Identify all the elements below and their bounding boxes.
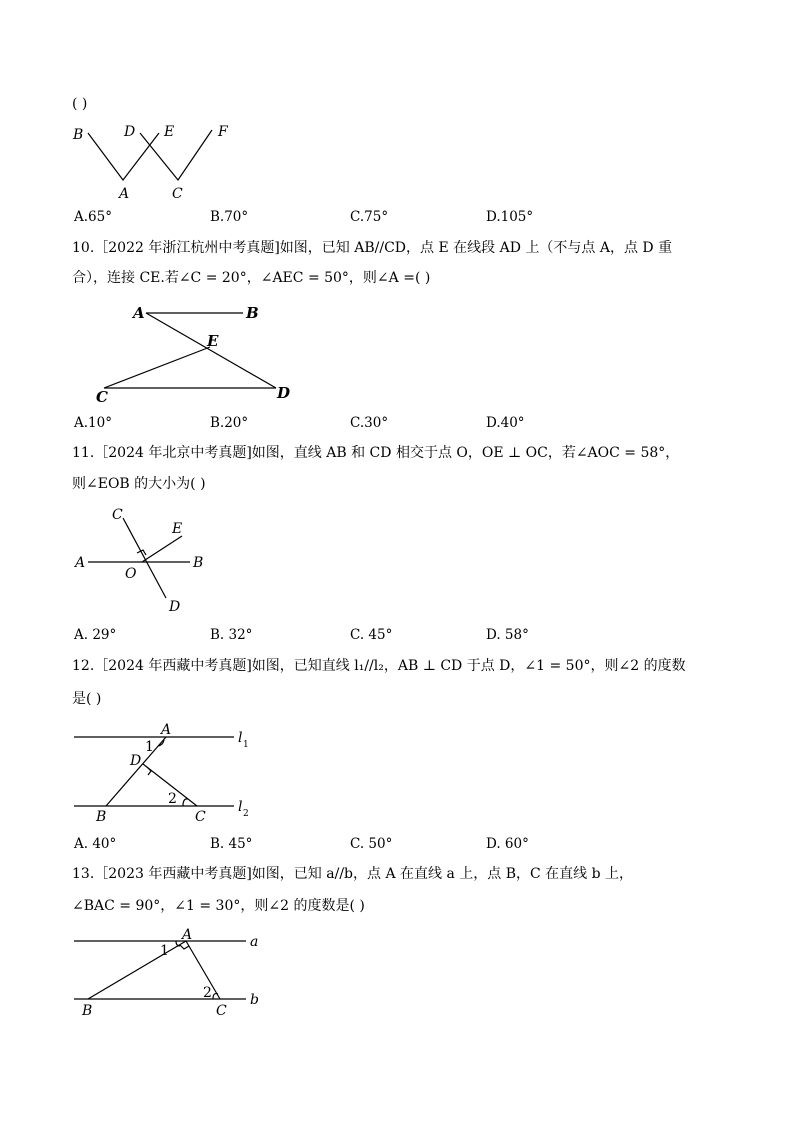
q12-label-angle2: 2 xyxy=(168,791,177,807)
q12-label-l2: l xyxy=(238,799,243,815)
q11-label-A: A xyxy=(75,555,86,571)
q12-label-l1-subscript: 1 xyxy=(243,740,249,750)
q13-label-A: A xyxy=(182,927,193,943)
q12-option-d[interactable]: D. 60° xyxy=(486,836,529,852)
q10-option-a[interactable]: A.10° xyxy=(74,415,112,431)
q13-label-B: B xyxy=(82,1003,93,1019)
q13-label-angle1: 1 xyxy=(160,943,169,959)
q11-option-d[interactable]: D. 58° xyxy=(486,627,529,643)
q11-label-B: B xyxy=(193,555,204,571)
q13-label-b: b xyxy=(250,992,259,1008)
q9-option-a[interactable]: A.65° xyxy=(74,209,112,225)
q10-option-d[interactable]: D.40° xyxy=(486,415,525,431)
q10-label-B: B xyxy=(246,304,259,322)
q12-label-B: B xyxy=(96,809,107,825)
q9-label-A: A xyxy=(119,186,130,202)
q12-option-a[interactable]: A. 40° xyxy=(74,836,117,852)
q9-label-F: F xyxy=(218,124,228,140)
q11-label-O: O xyxy=(125,566,137,582)
q10-label-C: C xyxy=(96,388,108,406)
q11-stem-line1: 11.［2024 年北京中考真题]如图，直线 AB 和 CD 相交于点 O，OE ⊥ OC，若∠AOC = 58°， xyxy=(72,445,680,461)
q12-label-angle1: 1 xyxy=(145,739,154,755)
q13-label-a: a xyxy=(250,934,259,950)
q13-segment-AB xyxy=(88,941,186,999)
q11-option-b[interactable]: B. 32° xyxy=(210,627,253,643)
q12-label-A: A xyxy=(161,722,172,738)
q11-label-C: C xyxy=(112,507,123,523)
q11-label-D: D xyxy=(169,599,181,615)
q12-option-c[interactable]: C. 50° xyxy=(350,836,393,852)
q9-label-C: C xyxy=(172,186,183,202)
q9-label-D: D xyxy=(124,124,136,140)
q10-option-c[interactable]: C.30° xyxy=(350,415,389,431)
q12-label-D: D xyxy=(130,753,142,769)
q9-option-d[interactable]: D.105° xyxy=(486,209,534,225)
q12-label-C: C xyxy=(195,809,206,825)
q13-stem-line2: ∠BAC = 90°，∠1 = 30°，则∠2 的度数是( ) xyxy=(72,898,365,914)
q11-option-a[interactable]: A. 29° xyxy=(74,627,117,643)
q9-option-c[interactable]: C.75° xyxy=(350,209,389,225)
q13-right-angle-mark xyxy=(180,945,189,949)
q12-stem-line1: 12.［2024 年西藏中考真题]如图，已知直线 l₁//l₂，AB ⊥ CD 于点 D，∠1 = 50°，则∠2 的度数 xyxy=(72,658,686,674)
q12-label-l2-subscript: 2 xyxy=(243,809,249,819)
q9-label-E: E xyxy=(164,124,175,140)
q11-label-E: E xyxy=(172,521,183,537)
q12-label-l1: l xyxy=(238,730,243,746)
q10-label-D: D xyxy=(277,384,291,402)
q12-stem-line2: 是( ) xyxy=(72,691,102,707)
q13-stem-line1: 13.［2023 年西藏中考真题]如图，已知 a//b，点 A 在直线 a 上，点 B，C 在直线 b 上， xyxy=(72,866,634,882)
q10-label-E: E xyxy=(207,332,219,350)
q12-option-b[interactable]: B. 45° xyxy=(210,836,253,852)
q11-option-c[interactable]: C. 45° xyxy=(350,627,393,643)
q9-label-B: B xyxy=(73,127,84,143)
q10-stem-line1: 10.［2022 年浙江杭州中考真题]如图，已知 AB//CD，点 E 在线段 AD 上（不与点 A，点 D 重 xyxy=(72,240,673,256)
q10-option-b[interactable]: B.20° xyxy=(210,415,249,431)
q11-stem-line2: 则∠EOB 的大小为( ) xyxy=(72,476,206,492)
q13-label-C: C xyxy=(216,1003,227,1019)
q10-label-A: A xyxy=(133,304,145,322)
q10-stem-line2: 合），连接 CE.若∠C = 20°，∠AEC = 50°，则∠A =( ) xyxy=(72,270,431,286)
q9-option-b[interactable]: B.70° xyxy=(210,209,249,225)
q9-answer-paren: ( ) xyxy=(72,96,88,112)
q13-label-angle2: 2 xyxy=(203,985,212,1001)
